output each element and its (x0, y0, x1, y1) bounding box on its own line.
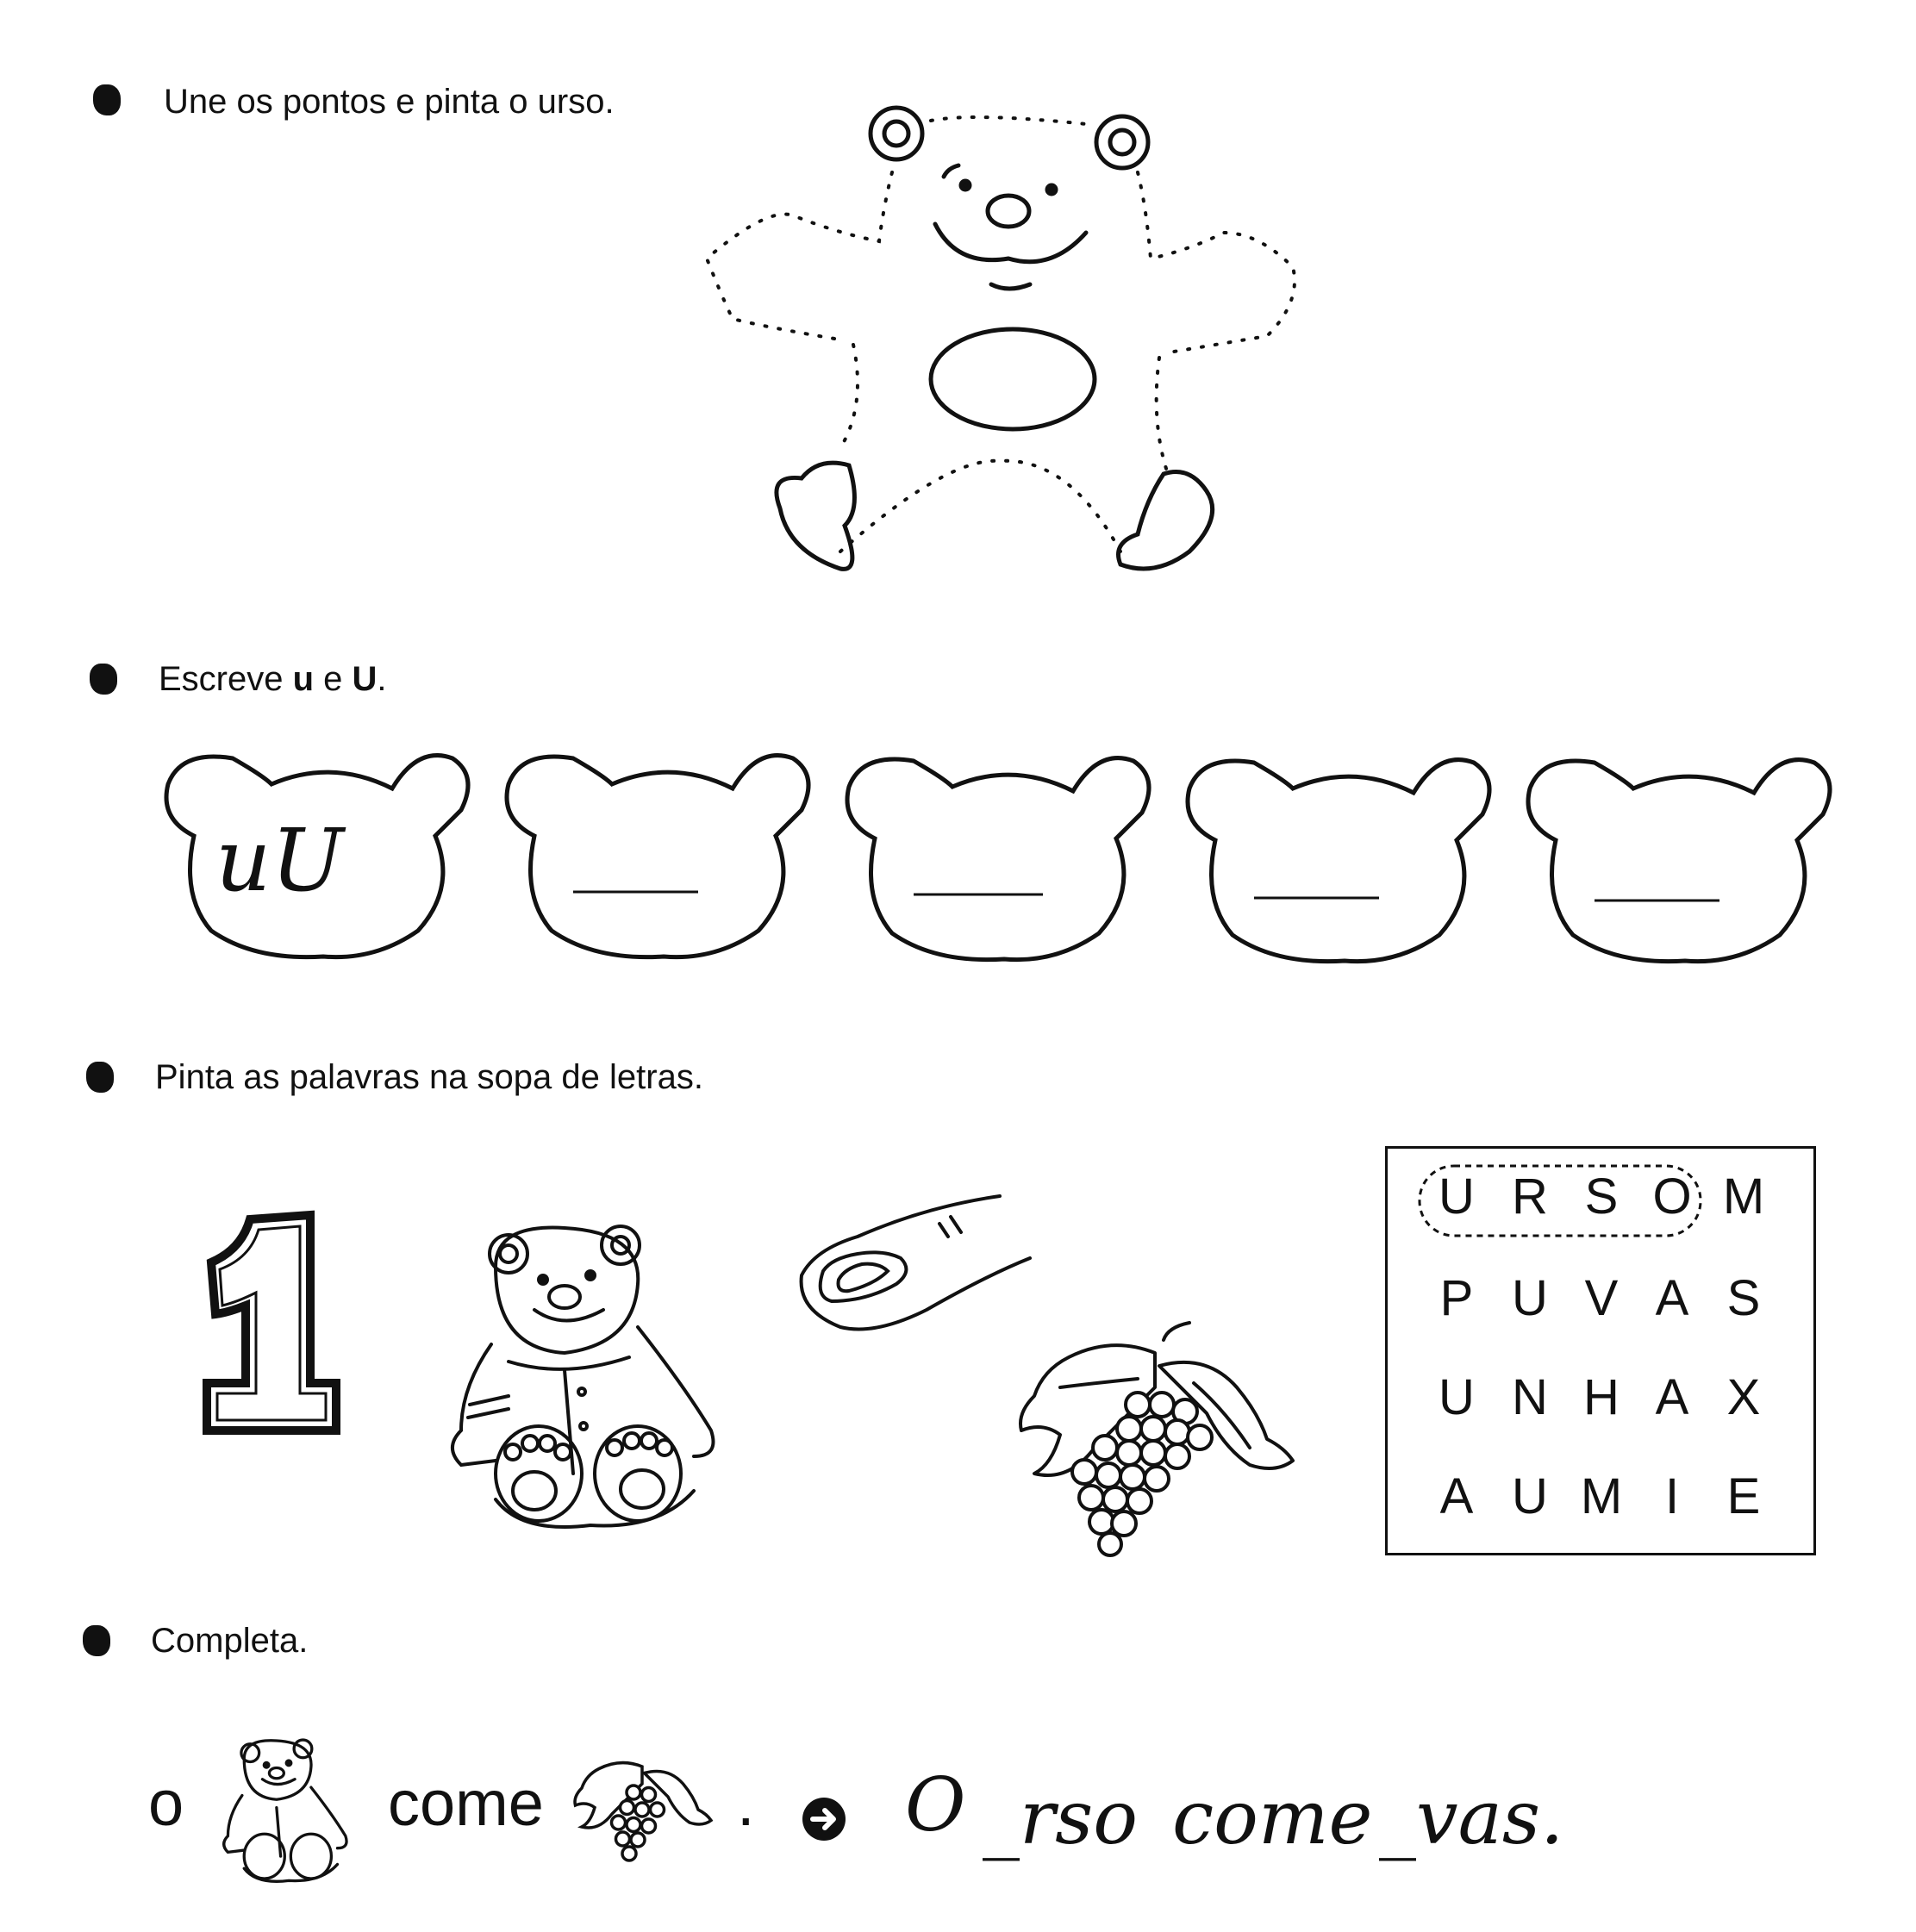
bullet-icon (90, 664, 117, 695)
instruction-text: e (314, 660, 353, 698)
word-search-letter[interactable]: U (1512, 1270, 1548, 1326)
letter-u-upper: U (352, 660, 378, 698)
bear-head-3[interactable] (847, 758, 1149, 960)
bear-in-coat-icon (444, 1215, 737, 1534)
word-search-letter[interactable]: U (1512, 1468, 1548, 1524)
word-search-letter[interactable]: A (1439, 1468, 1474, 1524)
word-search-letter[interactable]: M (1580, 1468, 1623, 1524)
word-search-letter[interactable]: X (1726, 1369, 1761, 1425)
word-search-letter[interactable]: S (1584, 1169, 1619, 1225)
word-search-letter[interactable]: H (1583, 1369, 1620, 1425)
cursive-blank-urso[interactable]: _rso (983, 1775, 1139, 1861)
cursive-capital-o: O (905, 1762, 966, 1848)
grapes-icon (1008, 1318, 1301, 1560)
sentence-word-come: come (388, 1767, 544, 1839)
word-search-letter[interactable]: R (1512, 1169, 1548, 1225)
small-grapes-icon (569, 1749, 715, 1870)
sentence-word-o: o (148, 1767, 184, 1839)
bullet-icon (86, 1062, 114, 1093)
word-search-letter[interactable]: V (1584, 1270, 1619, 1326)
bear-head-4[interactable] (1188, 760, 1489, 962)
word-search-letter[interactable]: E (1726, 1468, 1761, 1524)
word-search-letter[interactable]: I (1664, 1468, 1680, 1524)
letter-u-lower: u (292, 660, 315, 698)
word-search-letter[interactable]: A (1655, 1369, 1689, 1425)
instruction-connect-dots: Une os pontos e pinta o urso. (164, 83, 615, 121)
word-search-letter[interactable]: N (1512, 1369, 1548, 1425)
word-search-grid (1385, 1146, 1816, 1555)
bear-heads-row (155, 741, 1827, 965)
sentence-period: . (737, 1767, 755, 1839)
number-one-icon (198, 1211, 345, 1439)
cursive-word-come: come (1172, 1775, 1373, 1861)
instruction-complete: Completa. (151, 1622, 309, 1660)
instruction-write-u (159, 660, 387, 699)
word-search-letter[interactable]: A (1655, 1270, 1689, 1326)
cursive-blank-uvas[interactable]: _vas. (1379, 1775, 1564, 1861)
word-search-letter[interactable]: S (1726, 1270, 1761, 1326)
word-search-letter[interactable]: P (1439, 1270, 1474, 1326)
instruction-text: . (377, 660, 387, 698)
word-search-letter[interactable]: O (1652, 1169, 1692, 1225)
dotted-bear-figure (707, 95, 1327, 586)
bullet-icon (83, 1625, 110, 1656)
instruction-text: Escreve (159, 660, 293, 698)
bear-head-5[interactable] (1528, 760, 1830, 962)
word-search-letter[interactable]: U (1439, 1169, 1475, 1225)
example-letters-uU: uU (215, 810, 344, 911)
word-search-letter[interactable]: U (1439, 1369, 1475, 1425)
word-search-letter[interactable]: M (1722, 1169, 1765, 1225)
small-bear-icon (220, 1732, 358, 1887)
bear-head-2[interactable] (507, 756, 808, 957)
arrow-right-icon (802, 1797, 846, 1842)
bullet-icon (93, 84, 121, 115)
instruction-word-search: Pinta as palavras na sopa de letras. (155, 1058, 703, 1096)
finger-nail-icon (797, 1189, 1039, 1344)
